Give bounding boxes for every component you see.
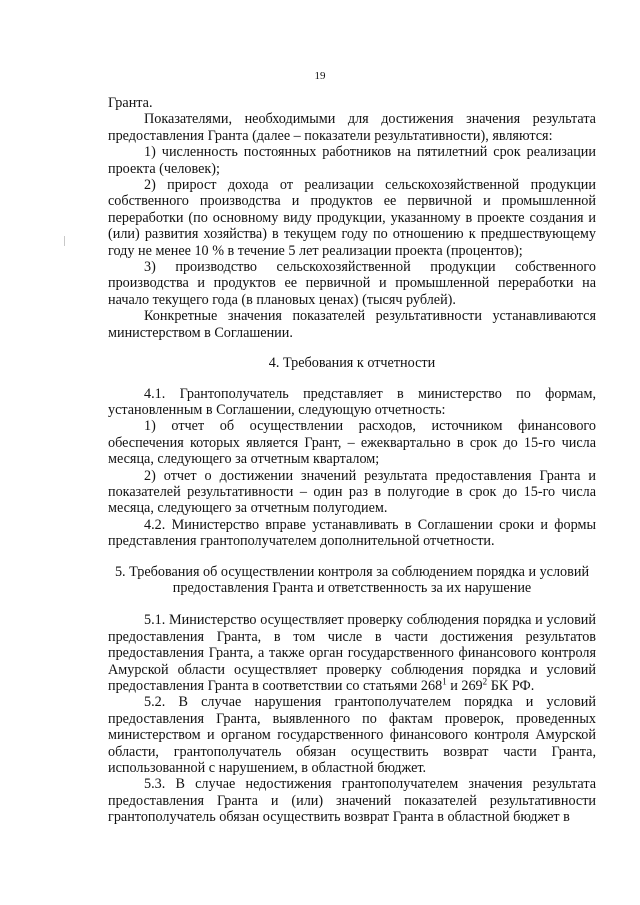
paragraph-5-2: 5.2. В случае нарушения грантополучателем порядка и условий предоставления Гранта, выявленного по фактам проверок, проведенных министерством и органом государственного финансового контроля Амурской области, грантополучатель обязан осуществить возврат части Гранта, использованной с нарушением, в областной бюджет. — [108, 694, 596, 777]
section-4-heading: 4. Требования к отчетности — [268, 355, 436, 372]
paragraph-5-1-text: 5.1. Министерство осуществляет проверку соблюдения порядка и условий предоставления Гранта, в том числе в части достижения результатов предоставления Гранта, а также орган государственного финансового контроля Амурской области осуществляет проверку соблюдения порядка и условий предоставления Гранта в соответствии со статьями 268 — [108, 612, 596, 694]
superscript-2: 2 — [482, 676, 488, 687]
indicator-item-2: 2) прирост дохода от реализации сельскохозяйственной продукции собственного производства и продуктов ее первичной и промышленной переработки (по основному виду продукции, указанному в проекте создания и (или) развития хозяйства) в текущем году по отношению к предшествующему году не менее 10 % в течение 5 лет реализации проекта (процентов); — [108, 177, 596, 259]
paragraph-4-2: 4.2. Министерство вправе устанавливать в Соглашении сроки и формы представления грантополучателем дополнительной отчетности. — [108, 516, 596, 550]
paragraph-indicators-intro: Показателями, необходимыми для достижения значения результата предоставления Гранта (далее – показатели результативности), являются: — [108, 111, 596, 144]
indicator-item-3: 3) производство сельскохозяйственной продукции собственного производства и продуктов ее первичной и промышленной переработки на начало текущего года (в плановых ценах) (тысяч рублей). — [108, 259, 596, 308]
paragraph-closing: Конкретные значения показателей результативности устанавливаются министерством в Соглашении. — [108, 308, 596, 341]
paragraph-4-1: 4.1. Грантополучатель представляет в министерство по формам, установленным в Соглашении, следующую отчетность: — [108, 385, 596, 418]
report-item-2: 2) отчет о достижении значений результата предоставления Гранта и показателей результативности – один раз в полугодие в срок до 15-го числа месяца, следующего за отчетным полугодием. — [108, 467, 596, 517]
paragraph-5-3: 5.3. В случае недостижения грантополучателем значения результата предоставления Гранта и (или) значений показателей результативности грантополучатель обязан осуществить возврат Гранта в областной бюджет в — [108, 776, 596, 826]
report-item-1: 1) отчет об осуществлении расходов, источником финансового обеспечения которых является Грант, – ежеквартально в срок до 15-го числа месяца, следующего за отчетным кварталом; — [108, 418, 596, 468]
indicator-item-1: 1) численность постоянных работников на пятилетний срок реализации проекта (человек); — [108, 144, 596, 177]
margin-mark — [64, 236, 65, 246]
paragraph-5-1-end: БК РФ. — [487, 678, 535, 694]
document-body — [108, 95, 596, 826]
paragraph-lead: Гранта. — [108, 95, 153, 111]
superscript-1: 1 — [442, 676, 447, 687]
page-number: 19 — [314, 70, 326, 82]
paragraph-5-1 — [108, 612, 596, 694]
section-5-heading-line-1: 5. Требования об осуществлении контроля за соблюдением порядка и условий — [114, 563, 590, 580]
paragraph-5-1-and: и 269 — [446, 678, 483, 694]
section-5-heading-line-2: предоставления Гранта и ответственность за их нарушение — [172, 579, 532, 596]
